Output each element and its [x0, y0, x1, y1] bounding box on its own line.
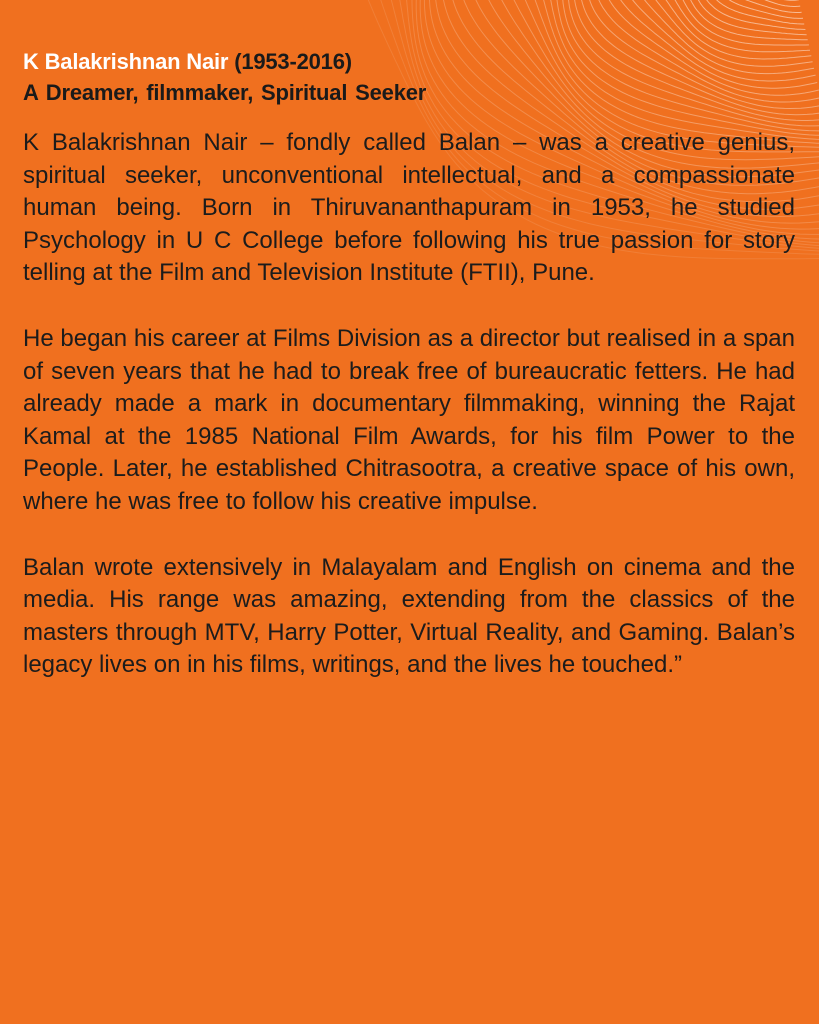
bio-text-block	[23, 46, 795, 682]
bio-paragraph-3: Balan wrote extensively in Malayalam and English on cinema and the media. His range was amazing, extending from the classics of the masters through MTV, Harry Potter, Virtual Reality, and Gaming. Balan’s legacy lives on in his films, writings, and the lives he touched.”	[23, 553, 795, 679]
life-years: (1953-2016)	[234, 49, 352, 74]
bio-paragraph-2: He began his career at Films Division as a director but realised in a span of seven years that he had to break free of bureaucratic fetters. He had already made a mark in documentary filmmaking, winning the Rajat Kamal at the 1985 National Film Awards, for his film Power to the People. Later, he established Chitrasootra, a creative space of his own, where he was free to follow his creative impulse.	[23, 324, 795, 515]
person-name: K Balakrishnan Nair	[23, 49, 229, 74]
wave-line	[712, 0, 803, 18]
bio-heading	[23, 46, 795, 77]
bio-paragraph-1: K Balakrishnan Nair – fondly called Balan – was a creative genius, spiritual seeker, unconventional intellectual, and a compassionate human being. Born in Thiruvananthapuram in 1953, he studied Psychology in U C College before following his true passion for story telling at the Film and Television Institute (FTII), Pune.	[23, 129, 795, 287]
bio-subtitle: A Dreamer, filmmaker, Spiritual Seeker	[23, 80, 427, 105]
